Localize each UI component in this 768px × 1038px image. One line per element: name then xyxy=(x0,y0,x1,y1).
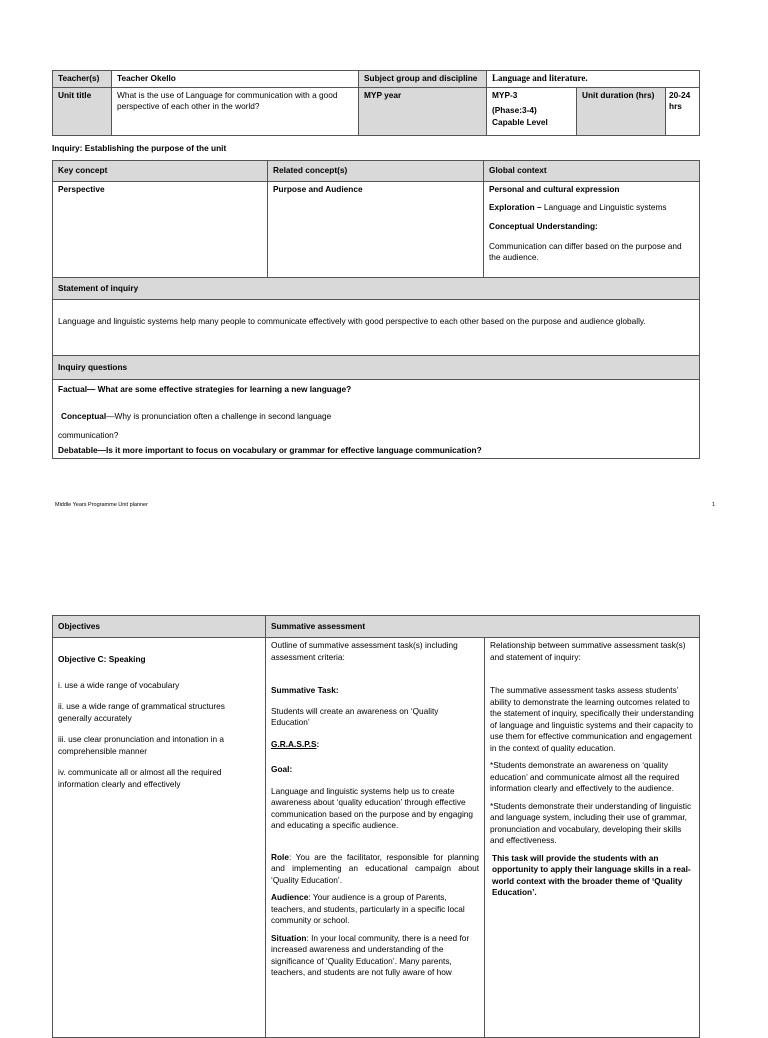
role-text xyxy=(271,852,479,887)
related-concepts-header: Related concept(s) xyxy=(268,161,484,182)
unit-duration-value: 20-24 hrs xyxy=(666,87,700,135)
audience-value: : Your audience is a group of Parents, teachers, and students, particularly in a specific local community or school. xyxy=(271,892,465,925)
audience-label: Audience xyxy=(271,892,309,902)
conceptual-text: —Why is pronunciation often a challenge in second language communication? xyxy=(58,410,332,440)
situation-label: Situation xyxy=(271,932,307,943)
relationship-paragraph: *Students demonstrate their understanding of linguistic and language system, including their use of grammar, pronunciation and vocabulary, developing their skills and effectiveness. xyxy=(490,800,692,845)
goal-text: Language and linguistic systems help us to create awareness about ‘quality education’ through effective communication based on the purpose and by engaging and educating a specific audience. xyxy=(271,785,474,830)
inquiry-questions-cell xyxy=(53,380,700,459)
conceptual-question xyxy=(58,407,358,445)
objective-item: i. use a wide range of vocabulary xyxy=(58,679,180,690)
summative-task-label: Summative Task: xyxy=(271,685,339,695)
debatable-question: Debatable—Is it more important to focus on vocabulary or grammar for effective language communication? xyxy=(58,444,482,455)
conceptual-label: Conceptual xyxy=(61,410,107,421)
objective-item: ii. use a wide range of grammatical structures generally accurately xyxy=(58,701,225,723)
outline-header: Outline of summative assessment task(s) including assessment criteria: xyxy=(271,640,458,662)
grasps-line xyxy=(271,739,479,751)
subject-value: Language and literature. xyxy=(487,71,700,88)
myp-year-label: MYP year xyxy=(359,87,487,135)
unit-title-value: What is the use of Language for communication with a good perspective of each other in the world? xyxy=(112,87,359,135)
key-concept-value: Perspective xyxy=(53,182,268,278)
objectives-cell xyxy=(53,638,266,1038)
relationship-header: Relationship between summative assessment task(s) and statement of inquiry: xyxy=(490,640,686,662)
footer-text: Middle Years Programme Unit planner xyxy=(55,502,148,508)
goal-label: Goal: xyxy=(271,764,293,774)
relationship-paragraph: *Students demonstrate an awareness on ‘quality education’ and communicate almost all the required information clearly and effectively to the audience. xyxy=(490,760,680,793)
teacher-label: Teacher(s) xyxy=(53,71,112,88)
inquiry-table xyxy=(52,160,700,459)
page-number: 1 xyxy=(712,502,716,508)
role-value: : You are the facilitator, responsible for planning and implementing an educational campaign about ‘Quality Education’. xyxy=(271,851,479,885)
unit-info-table xyxy=(52,70,700,136)
teacher-value: Teacher Okello xyxy=(112,71,359,88)
relationship-paragraph: The summative assessment tasks assess students’ ability to demonstrate the learning outcomes related to the statement of inquiry, specifically their understanding of language and linguistic systems and their capacity to use them for effective communication and engagement in the context of quality education. xyxy=(490,685,694,753)
relationship-paragraph: This task will provide the students with an opportunity to apply their language skills in a real-world context with the broader theme of ‘Quality Education’. xyxy=(492,852,691,897)
relationship-cell xyxy=(485,638,700,1038)
statement-of-inquiry-header: Statement of inquiry xyxy=(53,278,700,300)
global-context-value: Personal and cultural expression xyxy=(489,184,620,194)
myp-year-cell xyxy=(487,87,577,135)
exploration-value: Language and Linguistic systems xyxy=(541,201,667,212)
outline-cell xyxy=(266,638,485,1038)
capable-level-value: Capable Level xyxy=(492,116,548,127)
grasps-colon: : xyxy=(316,738,320,749)
role-label: Role xyxy=(271,851,289,862)
unit-duration-label: Unit duration (hrs) xyxy=(577,87,666,135)
exploration-line xyxy=(489,202,694,214)
assessment-table xyxy=(52,615,700,1038)
situation-text xyxy=(271,933,479,979)
phase-value: (Phase:3-4) xyxy=(492,105,537,115)
situation-value: : In your local community, there is a need for increased awareness and understanding of the significance of ‘Quality Education’. Many parents, teachers, and students are not fully aware of how xyxy=(271,932,470,977)
inquiry-questions-header: Inquiry questions xyxy=(53,356,700,380)
subject-label: Subject group and discipline xyxy=(359,71,487,88)
summative-task-text: Students will create an awareness on ‘Quality Education’ xyxy=(271,705,439,727)
conceptual-understanding-label: Conceptual Understanding: xyxy=(489,221,598,231)
summative-assessment-header: Summative assessment xyxy=(266,616,700,638)
conceptual-understanding-value: Communication can differ based on the purpose and the audience. xyxy=(489,240,682,262)
global-context-header: Global context xyxy=(484,161,700,182)
grasps-label: G.R.A.S.P.S xyxy=(271,738,317,749)
objective-item: iii. use clear pronunciation and intonation in a comprehensible manner xyxy=(58,734,225,756)
factual-question: Factual— What are some effective strategies for learning a new language? xyxy=(58,384,352,394)
objective-item: iv. communicate all or almost all the required information clearly and effectively xyxy=(58,767,222,789)
key-concept-header: Key concept xyxy=(53,161,268,182)
myp-year-value: MYP-3 xyxy=(492,89,518,100)
statement-of-inquiry-text: Language and linguistic systems help many people to communicate effectively with good perspective to each other based on the purpose and audience globally. xyxy=(53,300,700,356)
inquiry-section-title: Inquiry: Establishing the purpose of the unit xyxy=(52,143,227,153)
unit-title-label: Unit title xyxy=(53,87,112,135)
audience-text xyxy=(271,892,479,927)
related-concepts-value: Purpose and Audience xyxy=(268,182,484,278)
objectives-header: Objectives xyxy=(53,616,266,638)
global-context-cell xyxy=(484,182,700,278)
objective-heading: Objective C: Speaking xyxy=(58,654,146,664)
exploration-label: Exploration – xyxy=(489,201,542,212)
